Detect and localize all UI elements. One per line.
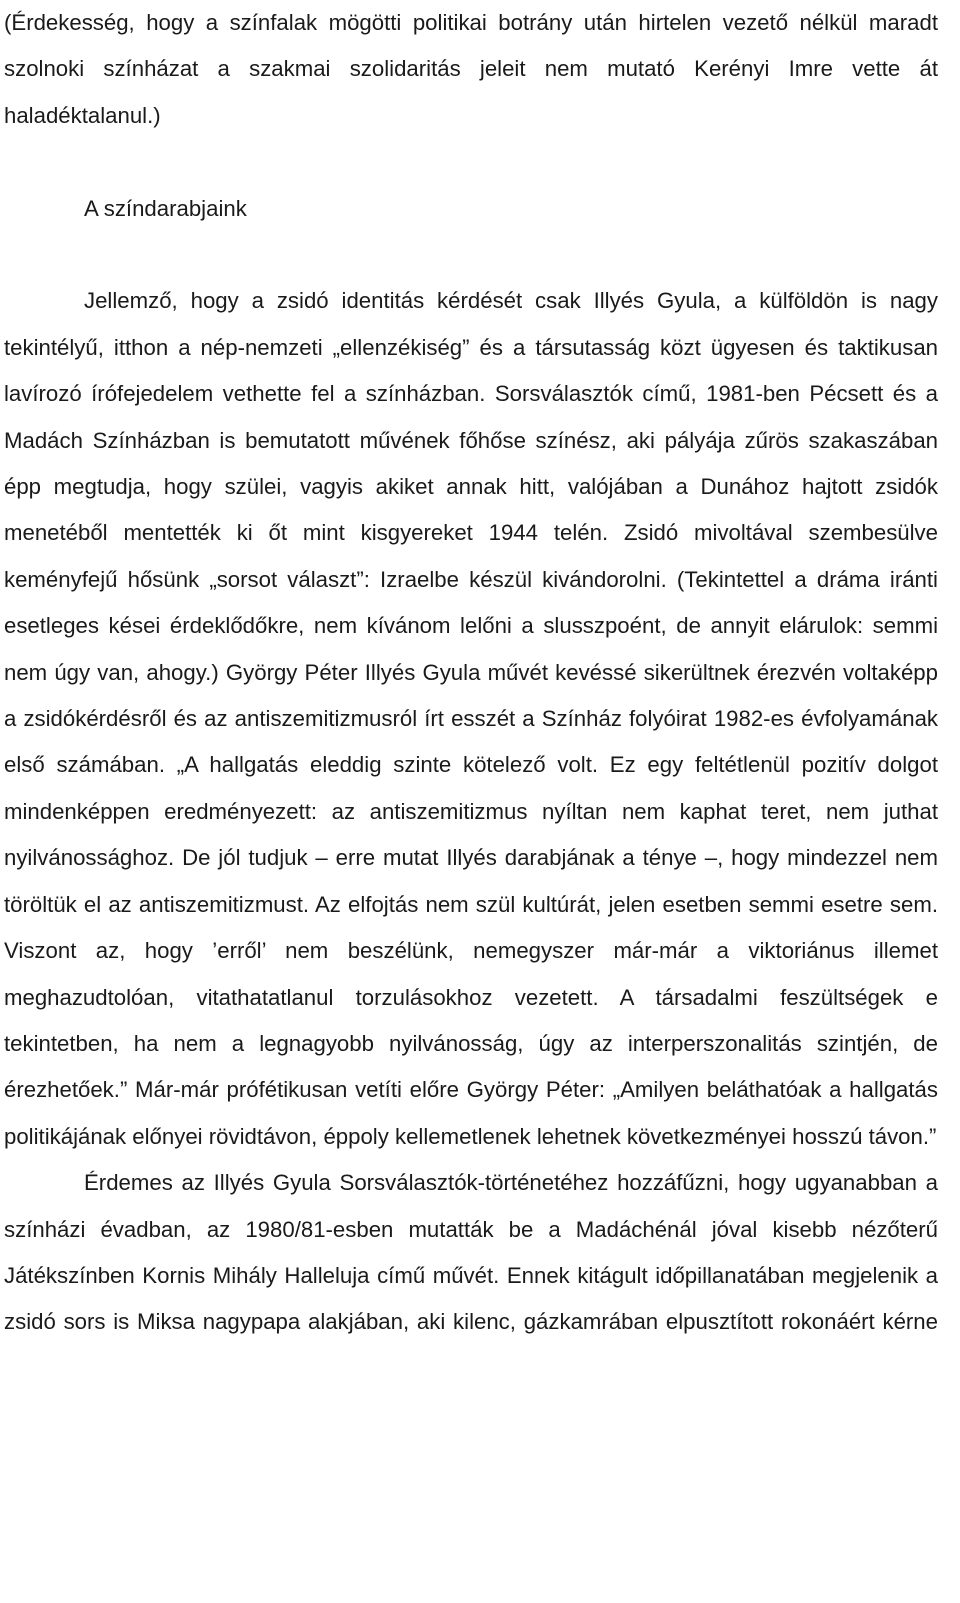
intro-paragraph: (Érdekesség, hogy a színfalak mögötti politikai botrány után hirtelen vezető nélkül maradt szolnoki színházat a szakmai szolidaritás jeleit nem mutató Kerényi Imre vette át haladéktalanul.) xyxy=(4,10,938,128)
body-paragraph-2: Érdemes az Illyés Gyula Sorsválasztók-történetéhez hozzáfűzni, hogy ugyanabban a színházi évadban, az 1980/81-esben mutatták be a Madáchénál jóval kisebb nézőterű Játékszínben Kornis Mihály Halleluja című művét. Ennek kitágult időpillanatában megjelenik a zsidó sors is Miksa nagypapa alakjában, aki kilenc, gázkamrában elpusztított rokonáért kérne xyxy=(4,1170,938,1335)
section-heading: A színdarabjaink xyxy=(84,195,247,221)
body-paragraph-1: Jellemző, hogy a zsidó identitás kérdését csak Illyés Gyula, a külföldön is nagy tekintélyű, itthon a nép-nemzeti „ellenzékiség” és a társutasság közt ügyesen és taktikusan lavírozó írófejedelem vethette fel a színházban. Sorsválasztók című, 1981-ben Pécsett és a Madách Színházban is bemutatott művének főhőse színész, aki pályája zűrös szakaszában épp megtudja, hogy szülei, vagyis akiket annak hitt, valójában a Dunához hajtott zsidók menetéből mentették ki őt mint kisgyereket 1944 telén. Zsidó mivoltával szembesülve keményfejű hősünk „sorsot választ”: Izraelbe készül kivándorolni. (Tekintettel a dráma iránti esetleges kései érdeklődőkre, nem kívánom lelőni a slusszpoént, de annyit elárulok: semmi nem úgy van, ahogy.) György Péter Illyés Gyula művét kevéssé sikerültnek érezvén voltaképp a zsidókérdésről és az antiszemitizmusról írt esszét a Színház folyóirat 1982-es évfolyamának első számában. „A hallgatás eleddig szinte kötelező volt. Ez egy feltétlenül pozitív dolgot mindenképpen eredményezett: az antiszemitizmus nyíltan nem kaphat teret, nem juthat nyilvánossághoz. De jól tudjuk – erre mutat Illyés darabjának a ténye –, hogy mindezzel nem töröltük el az antiszemitizmust. Az elfojtás nem szül kultúrát, jelen esetben semmi esetre sem. Viszont az, hogy ’erről’ nem beszélünk, nemegyszer már-már a viktoriánus illemet meghazudtolóan, vitathatatlanul torzulásokhoz vezetett. A társadalmi feszültségek e tekintetben, ha nem a legnagyobb nyilvánosság, úgy az interperszonalitás szintjén, de érezhetőek.” Már-már prófétikusan vetíti előre György Péter: „Amilyen beláthatóak a hallgatás politikájának előnyei rövidtávon, éppoly kellemetlenek lehetnek következményei hosszú távon.” xyxy=(4,288,938,1149)
document-page xyxy=(4,0,938,1346)
